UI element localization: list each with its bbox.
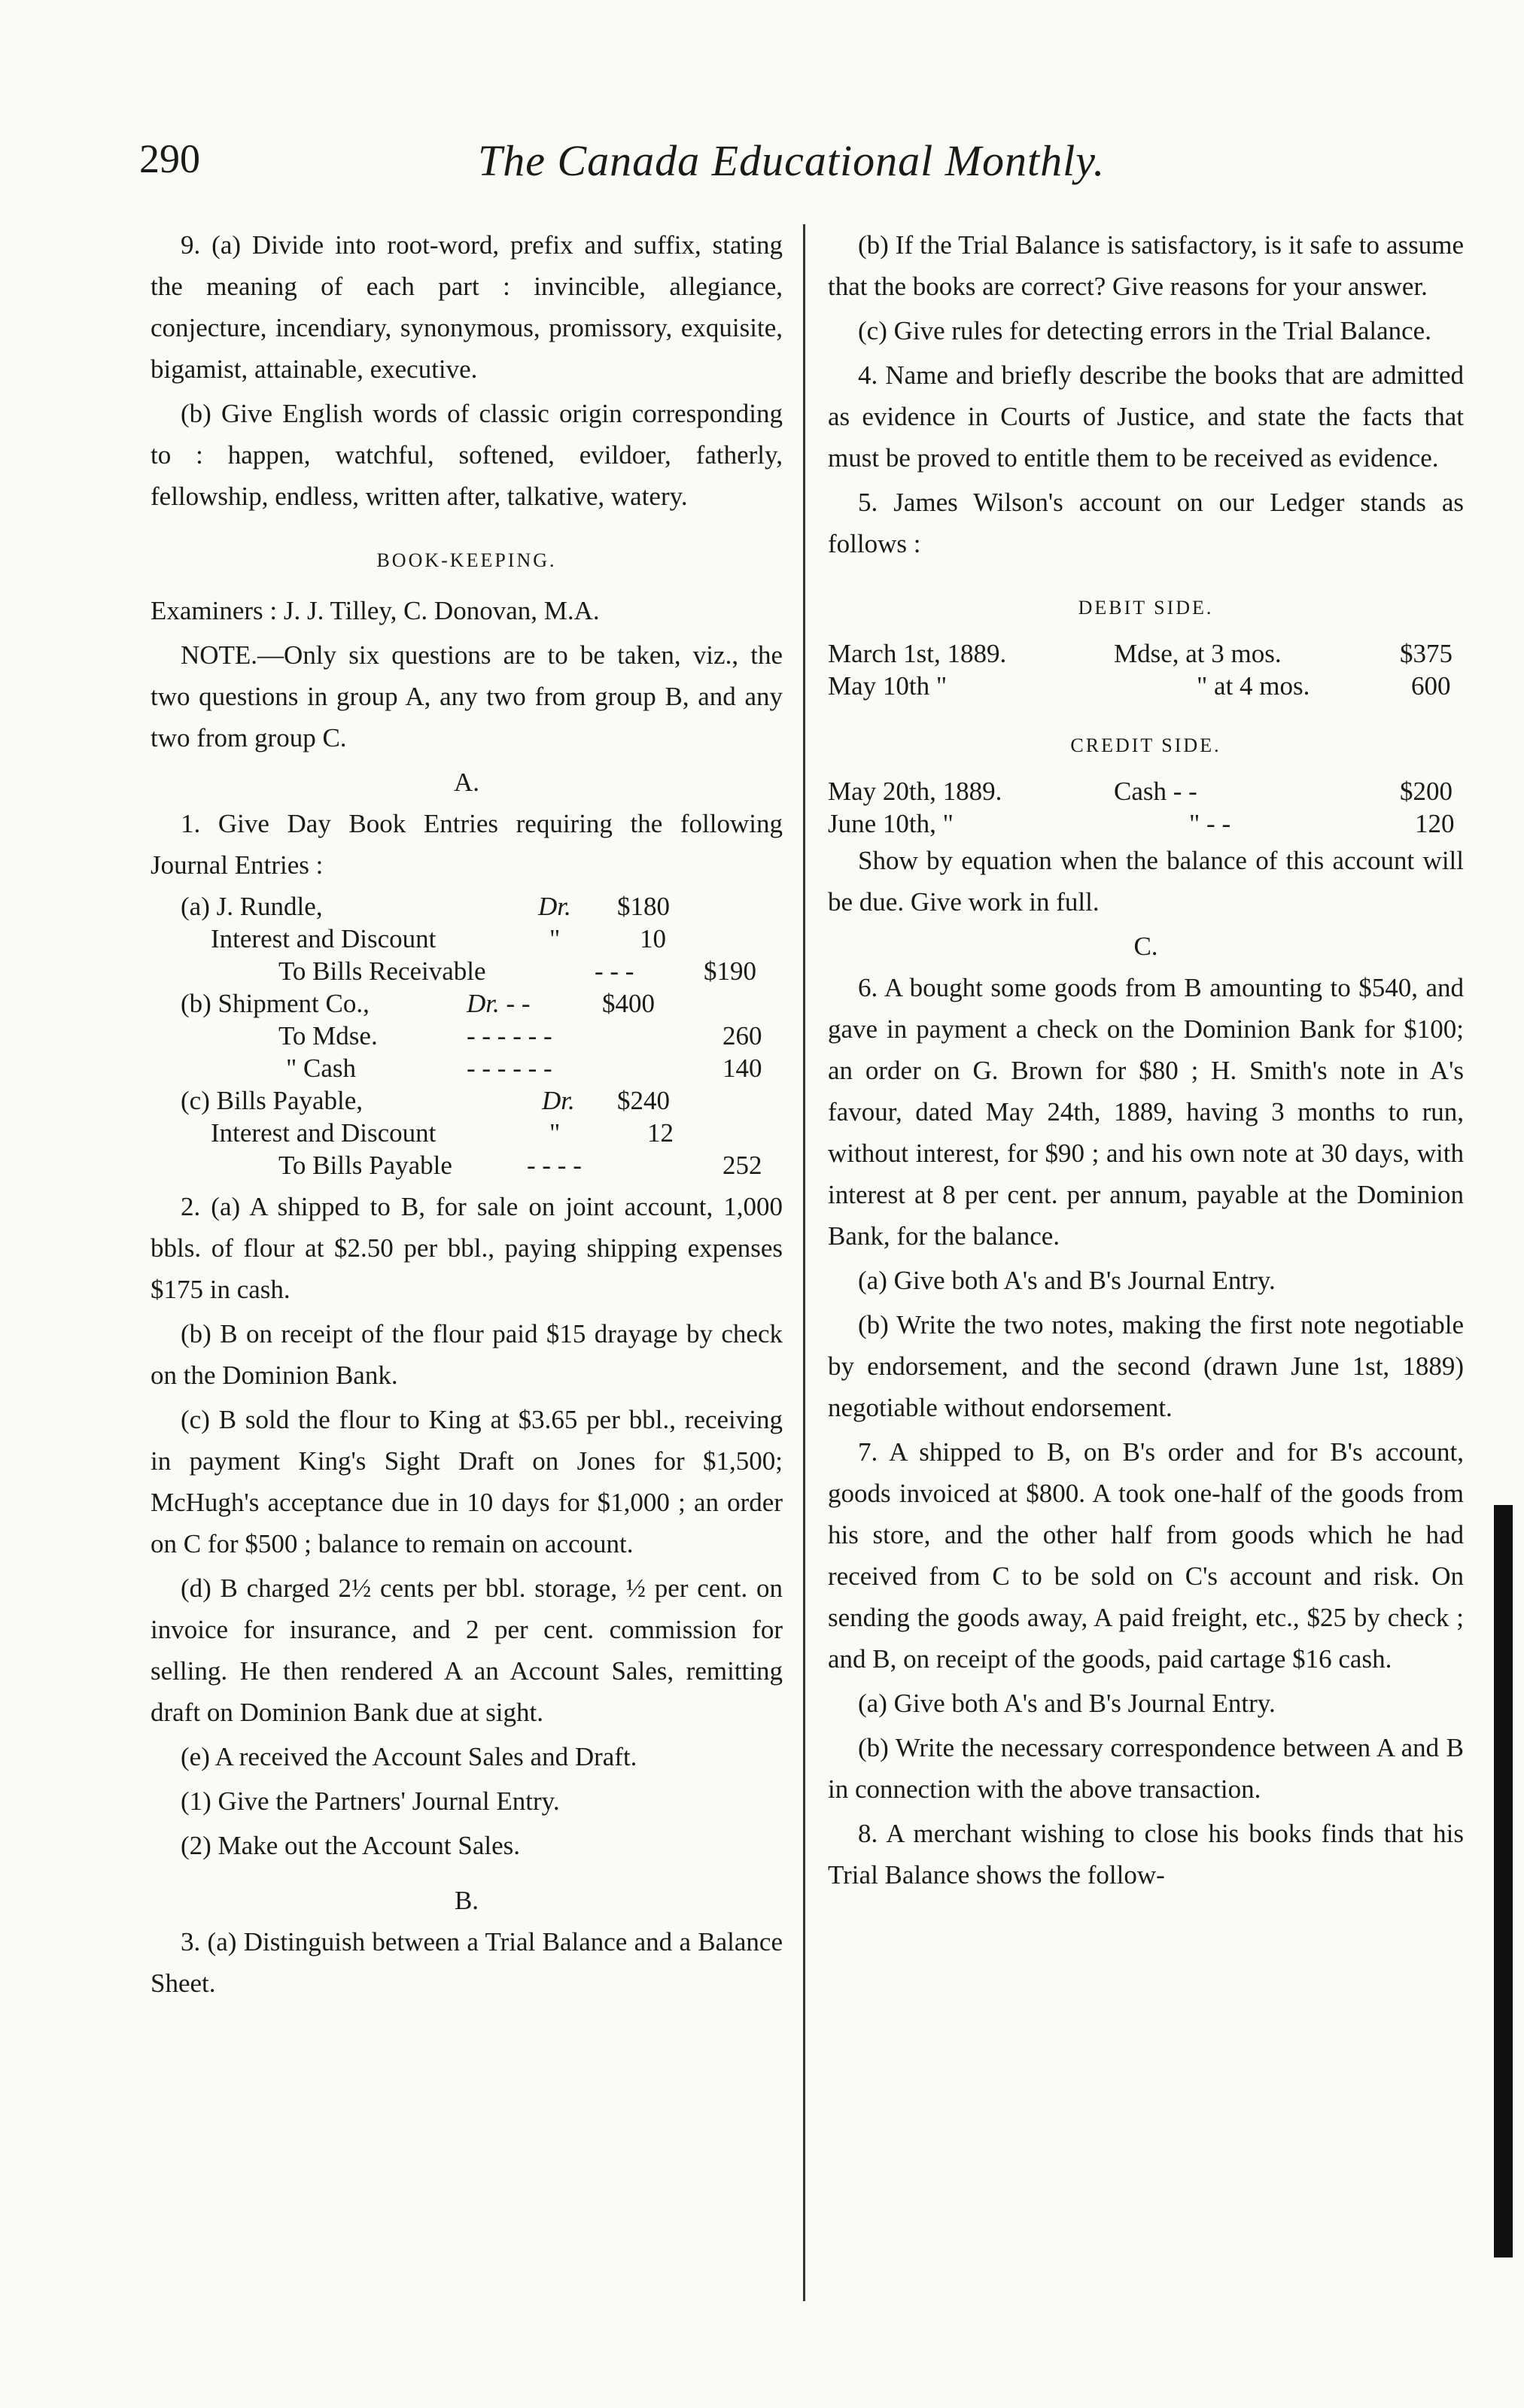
journal-row bbox=[151, 955, 783, 987]
journal-credit: 140 bbox=[722, 1054, 762, 1083]
question-6b: (b) Write the two notes, making the first note negotiable by endorsement, and the second (drawn June 1st, 1889) negotiable without endorsement. bbox=[828, 1310, 1464, 1422]
journal-row bbox=[151, 1052, 783, 1084]
journal-row bbox=[151, 923, 783, 955]
journal-debit: $180 bbox=[617, 892, 670, 921]
instructions-note: NOTE.—Only six questions are to be taken, viz., the two questions in group A, any two from group B, and any two from group C. bbox=[151, 640, 783, 752]
ledger-date: March 1st, 1889. bbox=[828, 639, 1007, 668]
journal-account: Interest and Discount bbox=[211, 924, 437, 953]
question-7: 7. A shipped to B, on B's order and for B's account, goods invoiced at $800. A took one-half of the goods from his store, and the other half from goods which he had received from C to be sold on C's account and risk. On sending the goods away, A paid freight, etc., $25 by check ; and B, on receipt of the goods, paid cartage $16 cash. bbox=[828, 1437, 1464, 1674]
examiners-line: Examiners : J. J. Tilley, C. Donovan, M.A. bbox=[151, 596, 600, 625]
journal-row bbox=[151, 987, 783, 1020]
question-2e: (e) A received the Account Sales and Draft. bbox=[181, 1742, 637, 1771]
question-7b: (b) Write the necessary correspondence between A and B in connection with the above transaction. bbox=[828, 1733, 1464, 1804]
page-number: 290 bbox=[139, 136, 200, 181]
question-2a: 2. (a) A shipped to B, for sale on joint account, 1,000 bbls. of flour at $2.50 per bbl., paying shipping expenses $175 in cash. bbox=[151, 1192, 783, 1304]
question-1: 1. Give Day Book Entries requiring the following Journal Entries : bbox=[151, 809, 783, 880]
ledger-row bbox=[828, 775, 1464, 807]
journal-dr: " bbox=[549, 924, 561, 953]
question-2d: (d) B charged 2½ cents per bbl. storage, ½ per cent. on invoice for insurance, and 2 per cent. commission for selling. He then rendered A an Account Sales, remitting draft on Dominion Bank due at sight. bbox=[151, 1573, 783, 1727]
left-column bbox=[151, 224, 783, 2007]
scan-shadow-edge bbox=[1494, 1505, 1513, 2258]
question-4: 4. Name and briefly describe the books that are admitted as evidence in Courts of Justice, and state the facts that must be proved to entitle them to be received as evidence. bbox=[828, 360, 1464, 473]
journal-row bbox=[151, 1020, 783, 1052]
credit-side-heading: CREDIT SIDE. bbox=[1070, 734, 1221, 756]
journal-account: To Bills Payable bbox=[278, 1151, 452, 1180]
question-3c: (c) Give rules for detecting errors in the Trial Balance. bbox=[858, 316, 1431, 345]
ledger-row bbox=[828, 637, 1464, 670]
journal-account: To Bills Receivable bbox=[278, 956, 486, 986]
question-2-part-1: (1) Give the Partners' Journal Entry. bbox=[181, 1786, 560, 1816]
running-title: The Canada Educational Monthly. bbox=[478, 136, 1106, 185]
question-8: 8. A merchant wishing to close his books finds that his Trial Balance shows the follow- bbox=[828, 1819, 1464, 1890]
journal-dr: - - - bbox=[595, 956, 634, 986]
group-a-heading: A. bbox=[453, 768, 480, 797]
journal-dr: Dr. bbox=[542, 1086, 575, 1115]
journal-row bbox=[151, 890, 783, 923]
ledger-amount: 600 bbox=[1411, 671, 1451, 701]
ledger-amount: 120 bbox=[1415, 809, 1455, 838]
journal-credit: 260 bbox=[722, 1021, 762, 1050]
question-9a: 9. (a) Divide into root-word, prefix and suffix, stating the meaning of each part : invincible, allegiance, conjecture, incendiary, synonymous, promissory, exquisite, bigamist, attainable, executive. bbox=[151, 230, 783, 384]
ledger-item: Mdse, at 3 mos. bbox=[1114, 639, 1282, 668]
journal-entries bbox=[151, 890, 783, 1181]
journal-row bbox=[151, 1149, 783, 1181]
question-6a: (a) Give both A's and B's Journal Entry. bbox=[858, 1266, 1276, 1295]
journal-account: (a) J. Rundle, bbox=[181, 892, 323, 921]
journal-credit: $190 bbox=[704, 956, 756, 986]
journal-account: (b) Shipment Co., bbox=[181, 989, 370, 1018]
journal-account: " Cash bbox=[286, 1054, 357, 1083]
question-6: 6. A bought some goods from B amounting to $540, and gave in payment a check on the Dominion Bank for $100; an order on G. Brown for $80 ; H. Smith's note in A's favour, dated May 24th, 1889, having 3 months to run, without interest, for $90 ; and his own note at 30 days, with interest at 8 per cent. per annum, payable at the Dominion Bank, for the balance. bbox=[828, 973, 1464, 1251]
journal-dr: - - - - - - bbox=[467, 1021, 552, 1050]
ledger-item: Cash - - bbox=[1114, 777, 1197, 806]
ledger-row bbox=[828, 807, 1464, 840]
journal-dr: Dr. bbox=[538, 892, 571, 921]
journal-dr: Dr. - - bbox=[467, 989, 531, 1018]
journal-credit: 252 bbox=[722, 1151, 762, 1180]
column-divider bbox=[803, 224, 805, 2301]
question-5: 5. James Wilson's account on our Ledger stands as follows : bbox=[828, 488, 1464, 558]
journal-dr: - - - - bbox=[527, 1151, 582, 1180]
right-column bbox=[828, 224, 1464, 1899]
ledger-item: " - - bbox=[1189, 809, 1231, 838]
journal-row bbox=[151, 1084, 783, 1117]
journal-account: To Mdse. bbox=[278, 1021, 378, 1050]
journal-dr: - - - - - - bbox=[467, 1054, 552, 1083]
question-3b: (b) If the Trial Balance is satisfactory, is it safe to assume that the books are correct? Give reasons for your answer. bbox=[828, 230, 1464, 301]
journal-debit: $400 bbox=[602, 989, 655, 1018]
journal-debit: 10 bbox=[640, 924, 666, 953]
group-c-heading: C. bbox=[1133, 932, 1158, 961]
question-2-part-2: (2) Make out the Account Sales. bbox=[181, 1831, 521, 1860]
ledger-amount: $375 bbox=[1400, 639, 1453, 668]
section-heading: BOOK-KEEPING. bbox=[376, 549, 557, 571]
page-header bbox=[139, 135, 1313, 196]
question-2c: (c) B sold the flour to King at $3.65 per bbl., receiving in payment King's Sight Draft on Jones for $1,500; McHugh's acceptance due in 10 days for $1,000 ; an order on C for $500 ; balance to remain on account. bbox=[151, 1405, 783, 1558]
ledger-item: " at 4 mos. bbox=[1197, 671, 1310, 701]
journal-account: Interest and Discount bbox=[211, 1118, 437, 1148]
ledger-date: May 20th, 1889. bbox=[828, 777, 1002, 806]
question-2b: (b) B on receipt of the flour paid $15 drayage by check on the Dominion Bank. bbox=[151, 1319, 783, 1390]
ledger-amount: $200 bbox=[1400, 777, 1453, 806]
ledger-row bbox=[828, 670, 1464, 702]
journal-row bbox=[151, 1117, 783, 1149]
question-9b: (b) Give English words of classic origin corresponding to : happen, watchful, softened, evildoer, fatherly, fellowship, endless, written after, talkative, watery. bbox=[151, 399, 783, 511]
question-5-instruction: Show by equation when the balance of this account will be due. Give work in full. bbox=[828, 846, 1464, 917]
journal-dr: " bbox=[549, 1118, 561, 1148]
journal-account: (c) Bills Payable, bbox=[181, 1086, 364, 1115]
ledger-date: June 10th, " bbox=[828, 809, 954, 838]
question-3a: 3. (a) Distinguish between a Trial Balance and a Balance Sheet. bbox=[151, 1927, 783, 1998]
journal-debit: 12 bbox=[647, 1118, 674, 1148]
group-b-heading: B. bbox=[454, 1886, 479, 1915]
debit-side-heading: DEBIT SIDE. bbox=[1078, 597, 1214, 619]
question-7a: (a) Give both A's and B's Journal Entry. bbox=[858, 1689, 1276, 1718]
journal-debit: $240 bbox=[617, 1086, 670, 1115]
ledger-date: May 10th " bbox=[828, 671, 948, 701]
